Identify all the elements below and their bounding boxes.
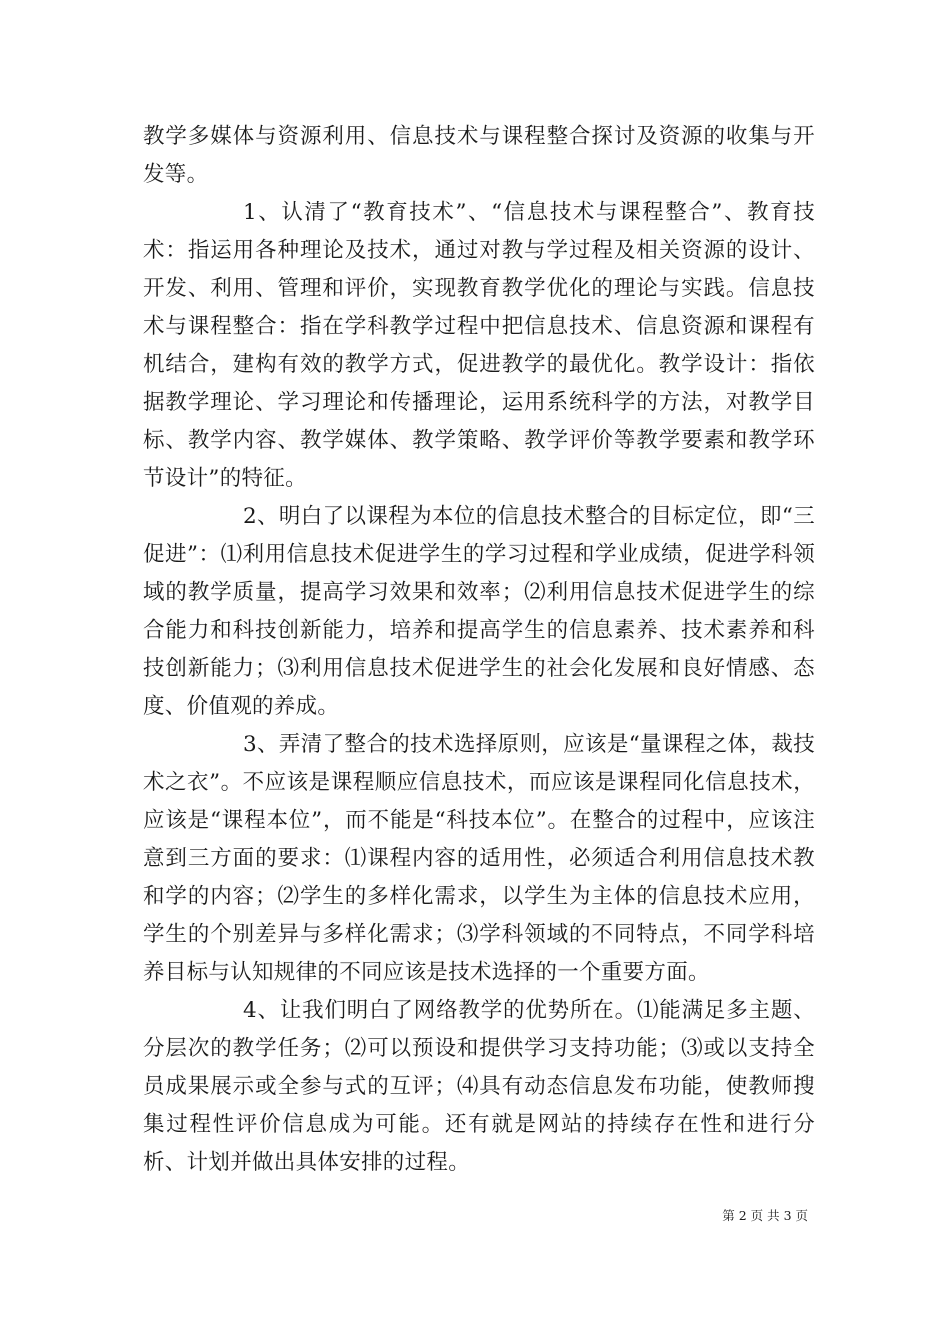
paragraph-3: 3、弄清了整合的技术选择原则，应该是“量课程之体，裁技术之衣”。不应该是课程顺应信息技术，而应该是课程同化信息技术，应该是“课程本位”，而不能是“科技本位”。在整合的过程中，应该注意到三方面的要求：⑴课程内容的适用性，必须适合利用信息技术教和学的内容；⑵学生的多样化需求，以学生为主体的信息技术应用，学生的个别差异与多样化需求；⑶学科领域的不同特点，不同学科培养目标与认知规律的不同应该是技术选择的一个重要方面。 (143, 732, 815, 985)
page-number: 第 2 页 共 3 页 (722, 1208, 808, 1223)
paragraph-1: 1、认清了“教育技术”、“信息技术与课程整合”、教育技术：指运用各种理论及技术，通过对教与学过程及相关资源的设计、开发、利用、管理和评价，实现教育教学优化的理论与实践。信息技术与课程整合：指在学科教学过程中把信息技术、信息资源和课程有机结合，建构有效的教学方式，促进教学的最优化。教学设计：指依据教学理论、学习理论和传播理论，运用系统科学的方法，对教学目标、教学内容、教学媒体、教学策略、教学评价等教学要素和教学环节设计”的特征。 (143, 200, 815, 491)
paragraph-2: 2、明白了以课程为本位的信息技术整合的目标定位，即“三促进”：⑴利用信息技术促进学生的学习过程和学业成绩，促进学科领域的教学质量，提高学习效果和效率；⑵利用信息技术促进学生的综合能力和科技创新能力，培养和提高学生的信息素养、技术素养和科技创新能力；⑶利用信息技术促进学生的社会化发展和良好情感、态度、价值观的养成。 (143, 504, 815, 719)
body-text (143, 118, 815, 1182)
paragraph-continuation: 教学多媒体与资源利用、信息技术与课程整合探讨及资源的收集与开发等。 (143, 124, 815, 187)
paragraph-4: 4、让我们明白了网络教学的优势所在。⑴能满足多主题、分层次的教学任务；⑵可以预设和提供学习支持功能；⑶或以支持全员成果展示或全参与式的互评；⑷具有动态信息发布功能，使教师搜集过程性评价信息成为可能。还有就是网站的持续存在性和进行分析、计划并做出具体安排的过程。 (143, 998, 815, 1175)
